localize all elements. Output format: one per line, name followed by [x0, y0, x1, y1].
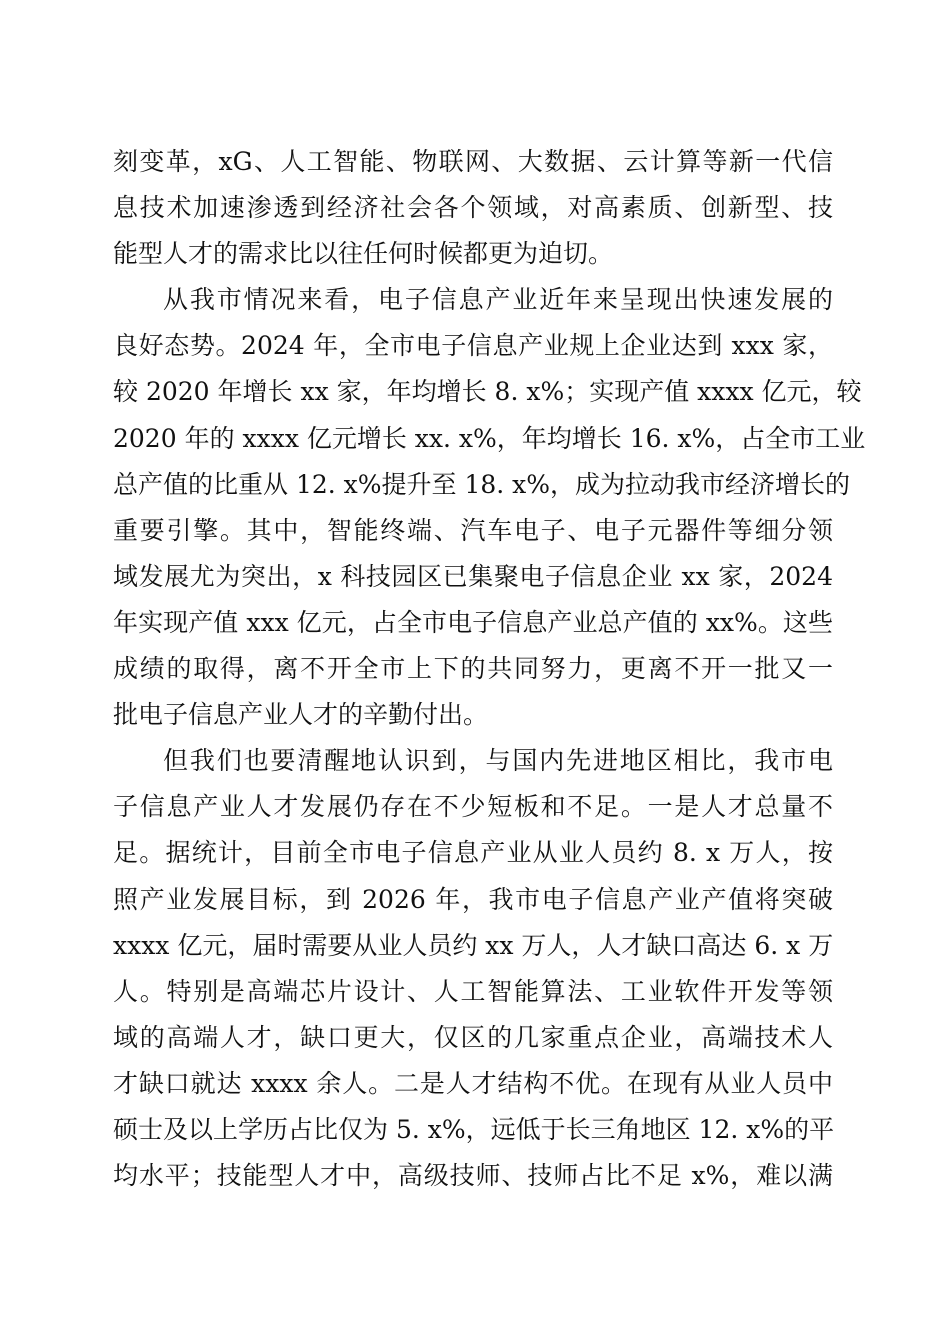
paragraph-line: 良好态势。2024 年，全市电子信息产业规上企业达到 xxx 家，: [113, 331, 833, 361]
paragraph-line: 年实现产值 xxx 亿元，占全市电子信息产业总产值的 xx%。这些: [113, 607, 833, 637]
paragraph-line: 但我们也要清醒地认识到，与国内先进地区相比，我市电: [163, 746, 833, 776]
paragraph-line: xxxx 亿元，届时需要从业人员约 xx 万人，人才缺口高达 6. x 万: [113, 930, 834, 960]
paragraph-line: 域的高端人才，缺口更大，仅区的几家重点企业，高端技术人: [113, 1022, 833, 1052]
paragraph-line: 从我市情况来看，电子信息产业近年来呈现出快速发展的: [163, 285, 833, 315]
paragraph-1: [113, 139, 833, 277]
paragraph-line: 成绩的取得，离不开全市上下的共同努力，更离不开一批又一: [113, 654, 833, 684]
paragraph-line: 均水平；技能型人才中，高级技师、技师占比不足 x%，难以满: [113, 1161, 833, 1191]
paragraph-line: 人。特别是高端芯片设计、人工智能算法、工业软件开发等领: [113, 976, 833, 1006]
paragraph-line: 子信息产业人才发展仍存在不少短板和不足。一是人才总量不: [113, 792, 833, 822]
paragraph-line: 硕士及以上学历占比仅为 5. x%，远低于长三角地区 12. x%的平: [113, 1114, 835, 1144]
paragraph-line: 能型人才的需求比以往任何时候都更为迫切。: [113, 239, 614, 269]
paragraph-line: 较 2020 年增长 xx 家，年均增长 8. x%；实现产值 xxxx 亿元，较: [113, 377, 862, 407]
document-body: [113, 139, 866, 1199]
paragraph-line: 照产业发展目标，到 2026 年，我市电子信息产业产值将突破: [113, 884, 833, 914]
paragraph-line: 才缺口就达 xxxx 余人。二是人才结构不优。在现有从业人员中: [113, 1068, 833, 1098]
paragraph-line: 刻变革，xG、人工智能、物联网、大数据、云计算等新一代信: [113, 147, 833, 176]
paragraph-3: [113, 738, 833, 1199]
paragraph-line: 息技术加速渗透到经济社会各个领域，对高素质、创新型、技: [113, 193, 833, 223]
paragraph-line: 批电子信息产业人才的辛勤付出。: [113, 700, 489, 730]
paragraph-line: 2020 年的 xxxx 亿元增长 xx. x%，年均增长 16. x%，占全市工业: [113, 423, 866, 453]
paragraph-line: 重要引擎。其中，智能终端、汽车电子、电子元器件等细分领: [113, 515, 833, 545]
paragraph-2: [113, 277, 866, 738]
paragraph-line: 足。据统计，目前全市电子信息产业从业人员约 8. x 万人，按: [113, 838, 833, 868]
paragraph-line: 总产值的比重从 12. x%提升至 18. x%，成为拉动我市经济增长的: [113, 469, 851, 499]
paragraph-line: 域发展尤为突出，x 科技园区已集聚电子信息企业 xx 家，2024: [113, 561, 833, 591]
